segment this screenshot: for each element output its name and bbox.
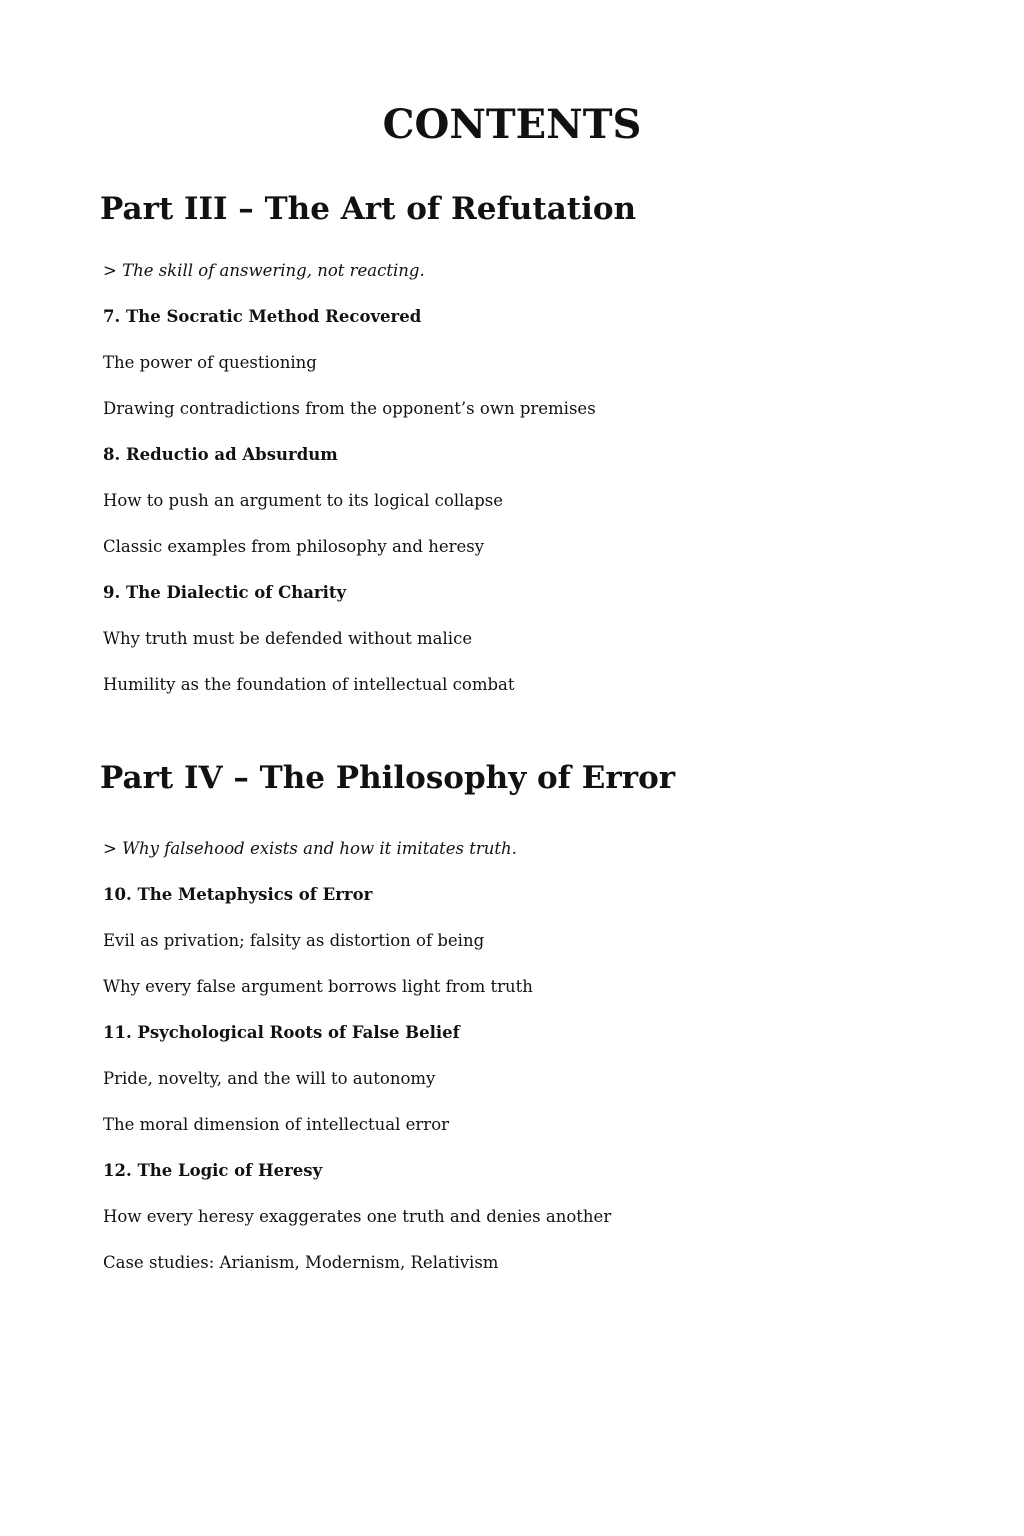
epigraph-part-iii <box>103 259 425 283</box>
epigraph-marker: > <box>103 839 117 858</box>
chapter-topic: Classic examples from philosophy and heresy <box>103 537 485 556</box>
chapter-topic: Evil as privation; falsity as distortion of being <box>103 931 485 950</box>
chapter-title: 9. The Dialectic of Charity <box>103 583 347 602</box>
chapter-title: 7. The Socratic Method Recovered <box>103 307 422 326</box>
chapter-topic: Case studies: Arianism, Modernism, Relativism <box>103 1253 499 1272</box>
epigraph-part-iv <box>103 837 517 861</box>
chapter-topic: How to push an argument to its logical collapse <box>103 491 504 510</box>
part-heading-iii: Part III – The Art of Refutation <box>100 191 637 227</box>
chapter-topic: The power of questioning <box>103 353 317 372</box>
chapter-topic: Pride, novelty, and the will to autonomy <box>103 1069 436 1088</box>
chapter-topic: Drawing contradictions from the opponent’s own premises <box>103 399 596 418</box>
epigraph-text: The skill of answering, not reacting. <box>122 261 425 280</box>
epigraph-text: Why falsehood exists and how it imitates truth. <box>122 839 517 858</box>
chapter-title: 10. The Metaphysics of Error <box>103 885 373 904</box>
chapter-title: 12. The Logic of Heresy <box>103 1161 323 1180</box>
chapter-title: 8. Reductio ad Absurdum <box>103 445 338 464</box>
chapter-topic: Why truth must be defended without malice <box>103 629 473 648</box>
chapter-topic: Why every false argument borrows light from truth <box>103 977 533 996</box>
epigraph-marker: > <box>103 261 117 280</box>
page-title: CONTENTS <box>382 101 642 148</box>
chapter-topic: Humility as the foundation of intellectual combat <box>103 675 515 694</box>
chapter-topic: How every heresy exaggerates one truth and denies another <box>103 1207 612 1226</box>
chapter-title: 11. Psychological Roots of False Belief <box>103 1023 460 1042</box>
part-heading-iv: Part IV – The Philosophy of Error <box>100 760 676 796</box>
chapter-topic: The moral dimension of intellectual error <box>103 1115 450 1134</box>
